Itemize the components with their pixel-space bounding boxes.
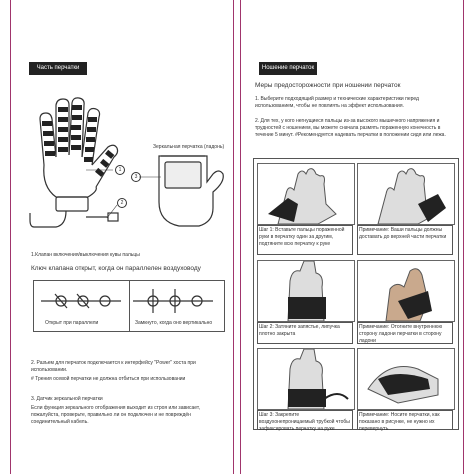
item3-note: Если функция зеркального отображения выходит из строя или зависает, пожалуйста, проверьте, правильно ли он подключен и не повреждён соединительный кабель. [31,405,200,425]
callout-marker-1: 1 [115,165,125,175]
section-header: Ношение перчаток [259,62,317,75]
precaution-2: 2. Для тех, у кого негнущиеся пальцы из-за высокого мышечного напряжения и трудностей с ношением, вы можете сначала размять пораженную конечность в течение 5 минут. #Рекомендуется надевать перчатки в положении сидя или лежа. [255,118,446,138]
step2-note: Примечание: Отогните внутреннюю сторону ладони перчатки в сторону ладони [357,322,453,344]
right-page [240,0,464,474]
step3-photo [257,348,355,410]
callout-marker-2: 2 [117,198,127,208]
valve-closed-illustration [133,286,213,316]
left-page [10,0,234,474]
mirror-glove-caption: Зеркальная перчатка (ладонь) [153,144,225,150]
item3-text: 3. Датчик зеркальной перчатки [31,396,103,402]
step3-caption: Шаг 3: Закрепите воздухонепроницаемый трубкой чтобы зафиксировать перчатку на руке [257,410,353,430]
note1-text: # Трения осевой перчатки не должна отбиться при использовании [31,376,186,382]
valve-closed-caption: Замкнуто, когда оно вертикально [135,320,213,326]
step1-photo-detail [357,163,455,225]
step3-photo-detail [357,348,455,410]
valve-open-illustration [41,286,121,316]
step2-photo-detail [357,260,455,322]
precautions-title: Меры предосторожности при ношении перчаток [255,82,401,89]
callout-marker-3: 3 [131,172,141,182]
item1-text: 1.Клапан включения/выключения кувы пальцы [31,252,140,258]
step1-photo [257,163,355,225]
valve-open-caption: Открыт при параллели [45,320,99,326]
section-header: Часть перчатки [29,62,87,75]
mirror-glove-illustration [151,152,231,232]
step1-caption: Шаг 1: Вставьте пальцы пораженной руки в перчатку один за другим, подтяните всю перчатку к руке [257,225,353,255]
item2-text: 2. Разъем для перчаток подключается к интерфейсу "Power" хоста при использовании. [31,360,196,373]
step2-photo [257,260,355,322]
valve-title: Ключ клапана открыт, когда он параллелен воздуховоду [31,265,201,272]
step3-note: Примечание: Носите перчатки, как показано в рисунке, не нужно их перевернуть [357,410,453,430]
precaution-1: 1. Выберите подходящий размер и технические характеристики перед использованием, чтобы не повлиять на эффект использования. [255,96,419,109]
step1-note: Примечание: Ваши пальцы должны доставать до верхней части перчатки [357,225,453,255]
valve-divider [129,281,130,331]
step2-caption: Шаг 2: Затяните запястье, липучка плотно закрыта [257,322,353,344]
